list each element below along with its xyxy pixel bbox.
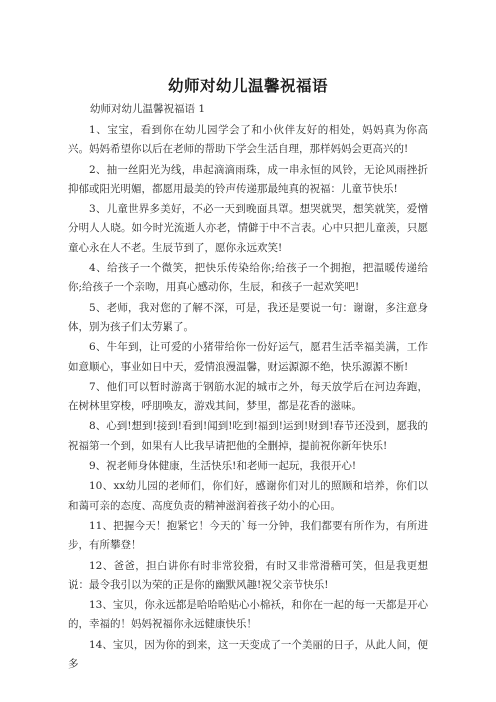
paragraph: 2、抽一丝阳光为线，串起滴滴雨珠，成一串永恒的风铃，无论风雨挫折抑郁或阳光明媚，都愿用最美的铃声传递那最纯真的祝福：儿童节快乐! [68, 163, 428, 195]
paragraph: 9、祝老师身体健康，生活快乐!和老师一起玩，我很开心! [89, 460, 357, 473]
paragraph: 13、宝贝，你永远都是哈哈哈贴心小棉袄，和你在一起的每一天都是开心的，幸福的！妈妈祝福你永远健康快乐！ [68, 599, 428, 631]
document-title: 幼师对幼儿温馨祝福语 [167, 77, 328, 95]
paragraph: 4、给孩子一个微笑，把快乐传染给你;给孩子一个拥抱，把温暖传递给你;给孩子一个亲吻，用真心感动你，生辰，和孩子一起欢笑吧! [68, 262, 428, 294]
paragraph: 3、儿童世界多美好，不必一天到晚面具罩。想哭就哭，想笑就笑，爱憎分明人人晓。如今时光流逝人亦老，情僻于中不言表。心中只把儿童羡，只愿童心永在人不老。生辰节到了，愿你永远欢笑! [68, 203, 428, 254]
paragraph: 12、爸爸，担白讲你有时非常狡猾，有时又非常滑稽可笑，但是我更想说：最令我引以为荣的正是你的幽默风趣!祝父亲节快乐! [68, 559, 428, 591]
document-body [68, 100, 428, 675]
section-heading: 幼师对幼儿温馨祝福语 1 [90, 103, 206, 115]
paragraph: 8、心到!想到!接到!看到!闻到!吃到!福到!运到!财到!春节还没到，愿我的祝福第一个到，如果有人比我早请把他的全删掉，提前祝你新年快乐! [68, 420, 428, 452]
paragraph: 1、宝宝，看到你在幼儿园学会了和小伙伴友好的相处，妈妈真为你高兴。妈妈希望你以后在老师的帮助下学会生活自理，那样妈妈会更高兴的! [68, 124, 428, 156]
paragraph: 7、他们可以暂时游离于钢筋水泥的城市之外，每天放学后在河边奔跑，在树林里穿梭，呼朋唤友，游戏其间，梦里，都是花香的滋味。 [68, 380, 428, 413]
paragraph: 14、宝贝，因为你的到来，这一天变成了一个美丽的日子，从此人间，便多 [68, 638, 428, 671]
paragraph: 6、牛年到，让可爱的小猪带给你一份好运气，愿君生活幸福美满，工作如意顺心，事业如日中天，爱情浪漫温馨，财运源源不绝，快乐源源不断! [68, 341, 428, 373]
paragraph: 11、把握今天！抱紧它！今天的`每一分钟，我们都要有所作为，有所进步，有所攀登！ [68, 519, 428, 552]
paragraph: 10、xx幼儿园的老师们，你们好，感谢你们对儿的照顾和培养，你们以和蔼可亲的态度、高度负责的精神滋润着孩子幼小的心田。 [68, 480, 428, 512]
paragraph: 5、老师，我对您的了解不深，可是，我还是要说一句：谢谢，多注意身体，别为孩子们太劳累了。 [68, 301, 428, 333]
